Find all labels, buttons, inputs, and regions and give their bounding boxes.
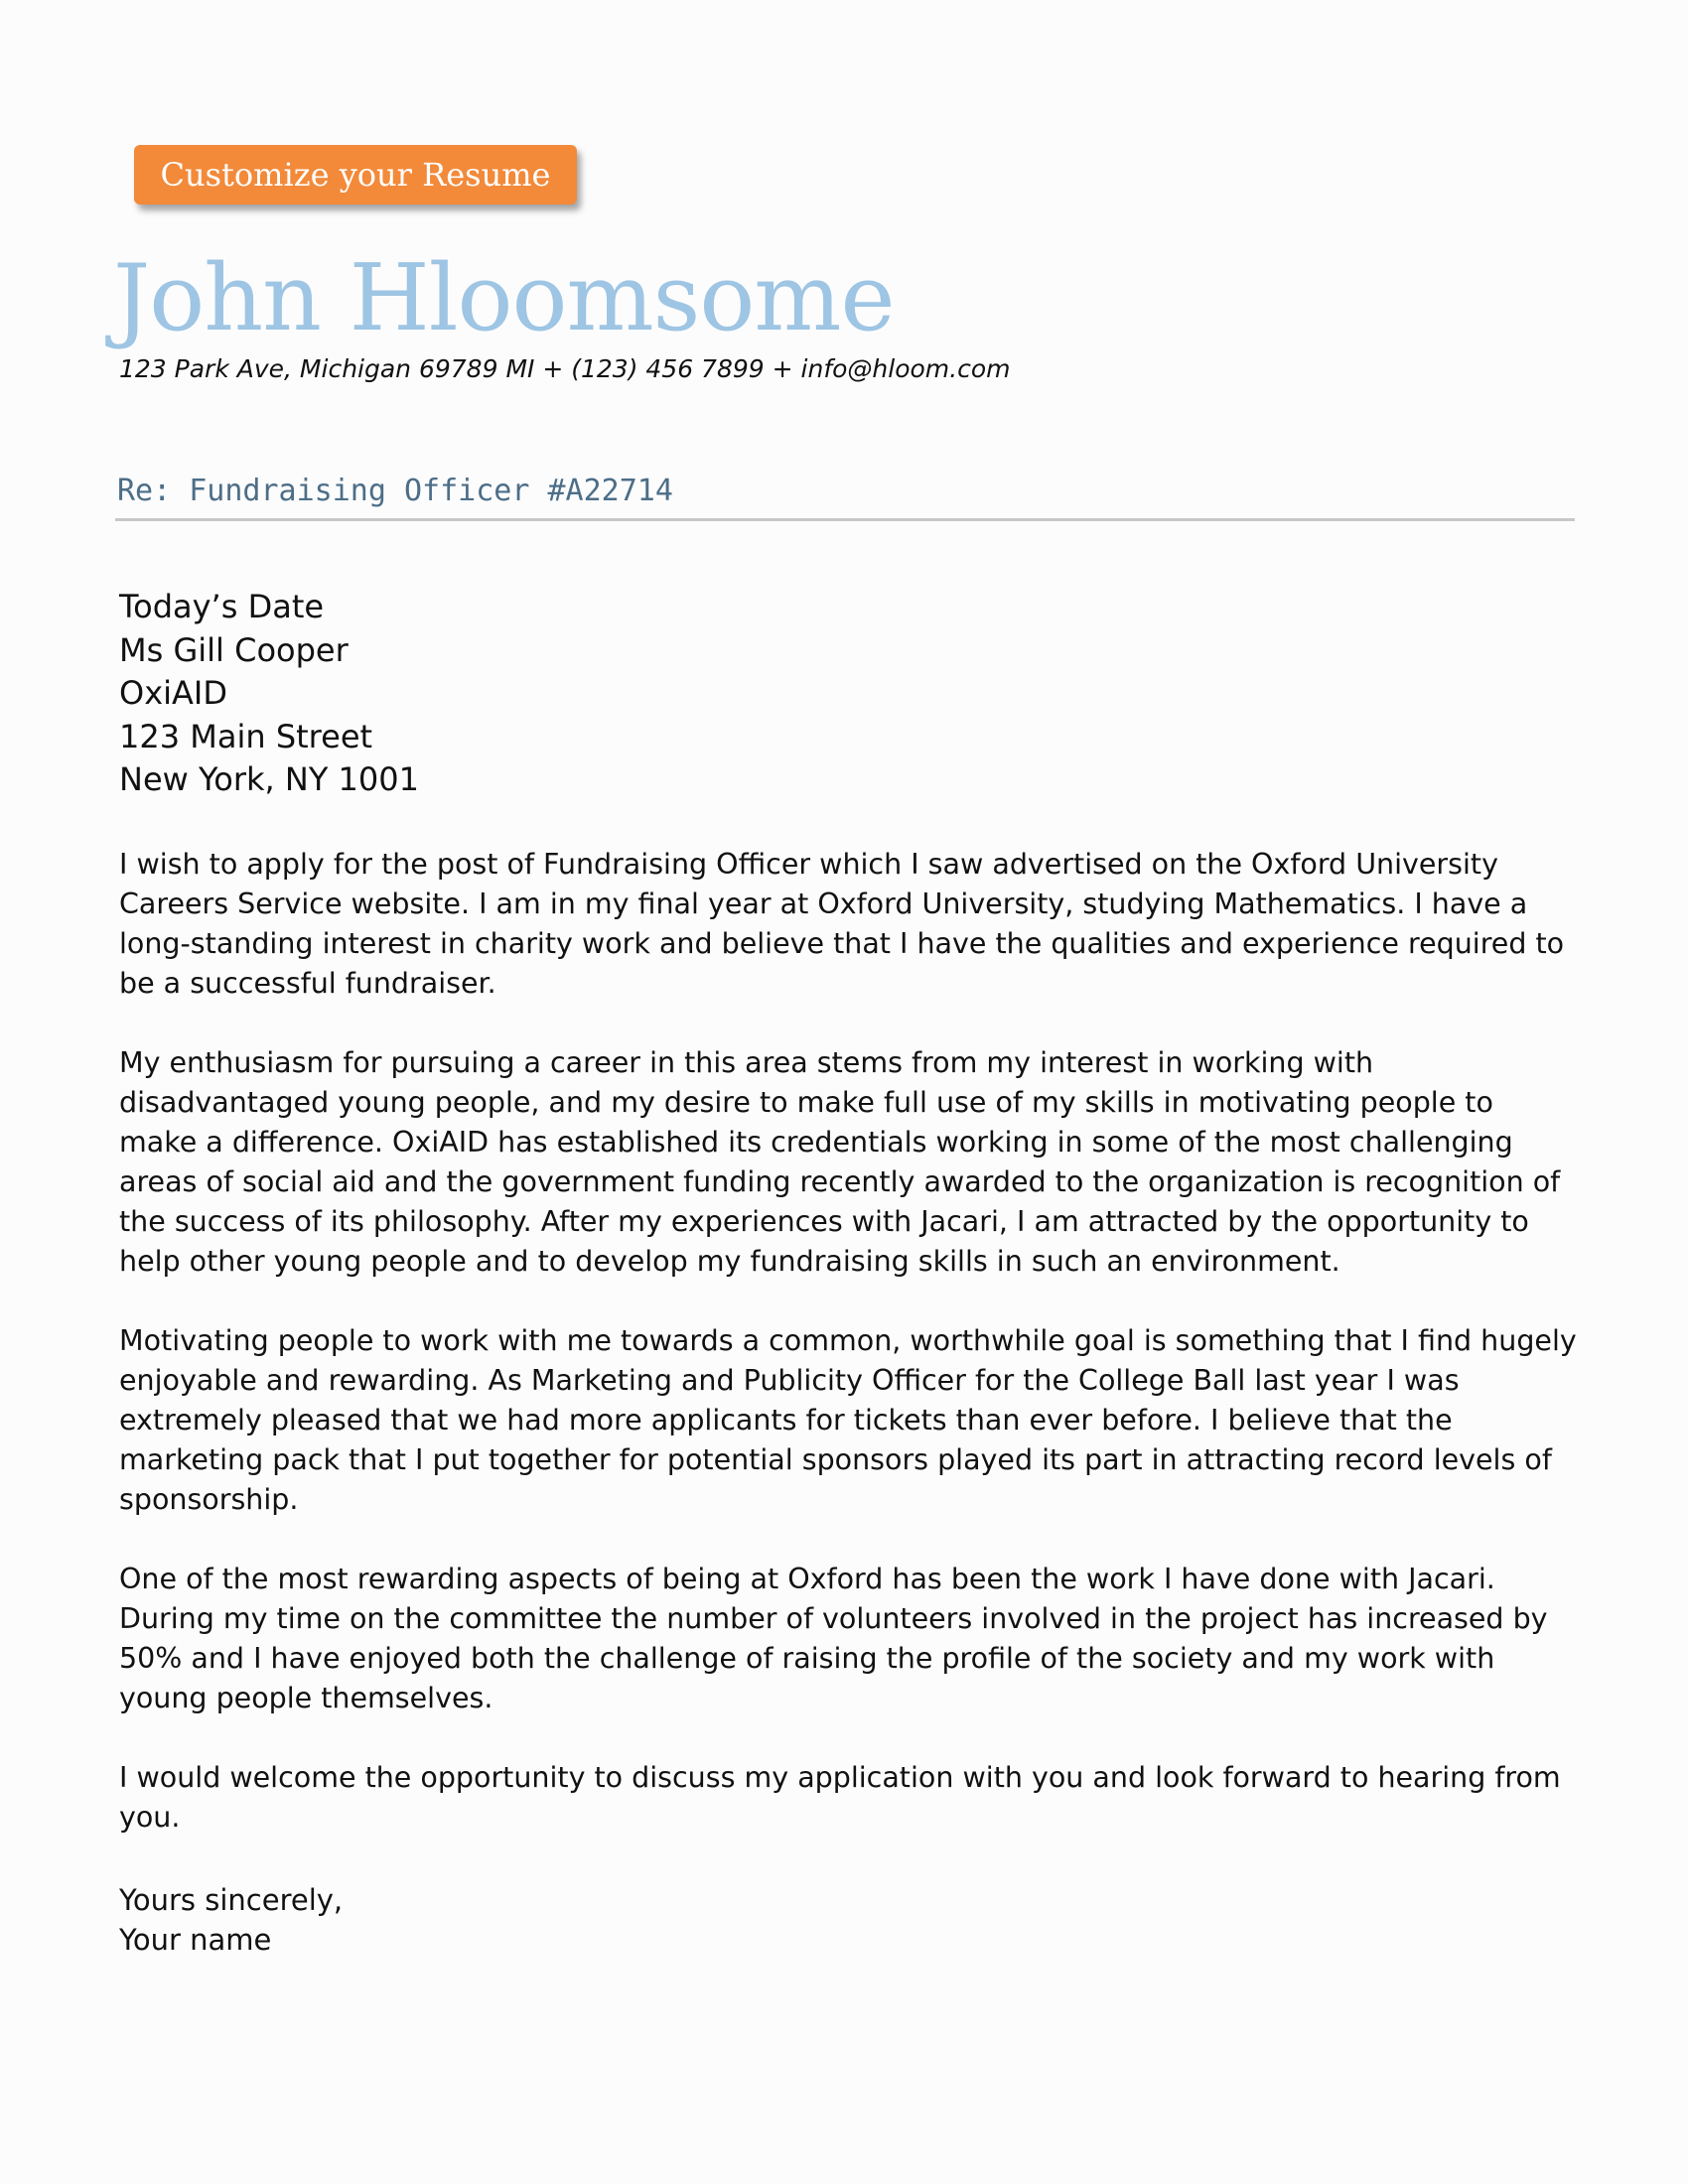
closing: Yours sincerely, <box>119 1883 344 1917</box>
signoff <box>119 1880 343 1960</box>
recipient-address <box>119 586 419 802</box>
divider <box>115 518 1575 521</box>
letter-body <box>119 845 1579 1877</box>
signature: Your name <box>119 1923 272 1957</box>
customize-resume-button[interactable]: Customize your Resume <box>134 145 577 205</box>
recipient-street: 123 Main Street <box>119 717 373 755</box>
body-paragraph: My enthusiasm for pursuing a career in this area stems from my interest in working with disadvantaged young people, and my desire to make full use of my skills in motivating people to make a difference. OxiAID has established its credentials working in some of the most challenging areas of social aid and the government funding recently awarded to the organization is recognition of the success of its philosophy. After my experiences with Jacari, I am attracted by the opportunity to help other young people and to develop my fundraising skills in such an environment. <box>119 1046 1561 1278</box>
body-paragraph: Motivating people to work with me towards a common, worthwhile goal is something that I find hugely enjoyable and rewarding. As Marketing and Publicity Officer for the College Ball last year I was extremely pleased that we had more applicants for tickets than ever before. I believe that the marketing pack that I put together for potential sponsors played its part in attracting record levels of sponsorship. <box>119 1324 1577 1516</box>
recipient-city: New York, NY 1001 <box>119 760 419 798</box>
body-paragraph: I wish to apply for the post of Fundraising Officer which I saw advertised on the Oxford University Careers Service website. I am in my final year at Oxford University, studying Mathematics. I have a long-standing interest in charity work and believe that I have the qualities and experience required to be a successful fundraiser. <box>119 848 1565 1000</box>
body-paragraph: I would welcome the opportunity to discuss my application with you and look forward to hearing from you. <box>119 1761 1561 1834</box>
recipient-name: Ms Gill Cooper <box>119 630 349 669</box>
letter-date: Today’s Date <box>119 588 325 625</box>
subject-line: Re: Fundraising Officer #A22714 <box>117 474 673 508</box>
body-paragraph: One of the most rewarding aspects of being at Oxford has been the work I have done with Jacari. During my time on the committee the number of volunteers involved in the project has increased by 50% and I have enjoyed both the challenge of raising the profile of the society and my work with young people themselves. <box>119 1563 1548 1714</box>
contact-info: 123 Park Ave, Michigan 69789 MI + (123) 456 7899 + info@hloom.com <box>119 354 1011 383</box>
recipient-company: OxiAID <box>119 674 227 712</box>
applicant-name: John Hloomsome <box>113 244 895 351</box>
